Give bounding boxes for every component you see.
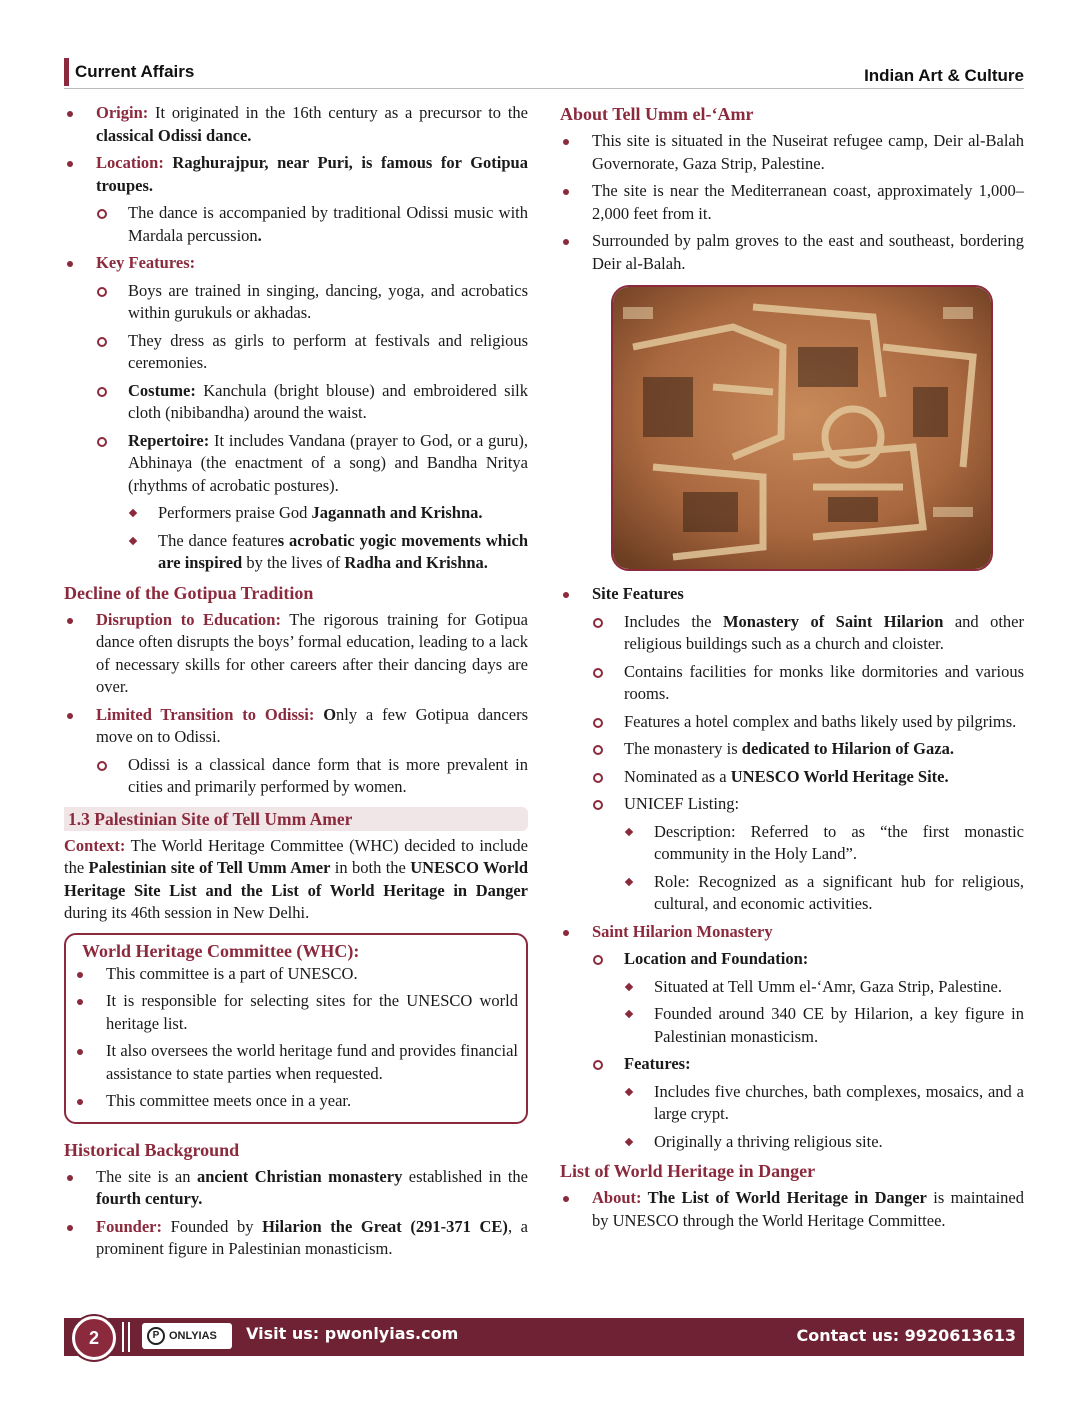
list-item: UNICEF Listing: Description: Referred to as “the first monastic community in the Holy Land”. Role: Recognized as a significant hub for religious, cultural, and economic activities. <box>592 793 1024 916</box>
decline-heading: Decline of the Gotipua Tradition <box>64 582 314 603</box>
list-item: Description: Referred to as “the first monastic community in the Holy Land”. <box>624 821 1024 866</box>
list-item: Founder: Founded by Hilarion the Great (291-371 CE), a prominent figure in Palestinian monasticism. <box>64 1216 528 1261</box>
list-item: Features: Includes five churches, bath complexes, mosaics, and a large crypt. Originally a thriving religious site. <box>592 1053 1024 1153</box>
footer-bar <box>64 1318 1024 1356</box>
danger-heading: List of World Heritage in Danger <box>560 1161 816 1181</box>
header-subject-title: Indian Art & Culture <box>864 66 1024 85</box>
list-item: This site is situated in the Nuseirat refugee camp, Deir al-Balah Governorate, Gaza Strip, Palestine. <box>560 130 1024 175</box>
about-list <box>560 130 1024 275</box>
site-features-list <box>560 583 1024 1153</box>
whc-title: World Heritage Committee (WHC): <box>82 940 360 961</box>
header-divider <box>64 88 1024 89</box>
list-item: Location: Raghurajpur, near Puri, is famous for Gotipua troupes. The dance is accompanied by traditional Odissi music with Mardala percussion. <box>64 152 528 247</box>
footer-divider <box>128 1322 130 1352</box>
list-item: About: The List of World Heritage in Danger is maintained by UNESCO through the World Heritage Committee. <box>560 1187 1024 1232</box>
gotipua-list <box>64 102 528 575</box>
list-item: Founded around 340 CE by Hilarion, a key figure in Palestinian monasticism. <box>624 1003 1024 1048</box>
list-item: Nominated as a UNESCO World Heritage Site. <box>592 766 1024 789</box>
list-item: Features a hotel complex and baths likely used by pilgrims. <box>592 711 1024 734</box>
list-item: Includes five churches, bath complexes, mosaics, and a large crypt. <box>624 1081 1024 1126</box>
footer-divider <box>122 1322 124 1352</box>
list-item: Surrounded by palm groves to the east and southeast, bordering Deir al-Balah. <box>560 230 1024 275</box>
list-item: Includes the Monastery of Saint Hilarion and other religious buildings such as a church and cloister. <box>592 611 1024 656</box>
list-item: Disruption to Education: The rigorous training for Gotipua dance often disrupts the boys’ formal education, leading to a lack of necessary skills for other careers after their dancing days are over. <box>64 609 528 699</box>
brand-logo: P ONLYIAS <box>142 1323 232 1349</box>
list-item: The dance features acrobatic yogic movements which are inspired by the lives of Radha and Krishna. <box>128 530 528 575</box>
list-item: Location and Foundation: Situated at Tell Umm el-‘Amr, Gaza Strip, Palestine. Founded around 340 CE by Hilarion, a key figure in Palestinian monasticism. <box>592 948 1024 1048</box>
about-heading: About Tell Umm el-‘Amr <box>560 104 754 124</box>
page-number: 2 <box>72 1316 116 1360</box>
header-section-title: Current Affairs <box>64 58 194 86</box>
list-item: This committee meets once in a year. <box>74 1090 518 1113</box>
list-item: Costume: Kanchula (bright blouse) and embroidered silk cloth (nibibandha) around the waist. <box>96 380 528 425</box>
list-item: Odissi is a classical dance form that is more prevalent in cities and primarily performed by women. <box>96 754 528 799</box>
list-item: Boys are trained in singing, dancing, yoga, and acrobatics within gurukuls or akhadas. <box>96 280 528 325</box>
list-item: Repertoire: It includes Vandana (prayer to God, or a guru), Abhinaya (the enactment of a song) and Bandha Nritya (rhythms of acrobatic postures). Performers praise God Jagannath and Krishna. The dance features acrobatic yogic movements which are inspired by the lives of Radha and Krishna. <box>96 430 528 575</box>
list-item: Performers praise God Jagannath and Krishna. <box>128 502 528 525</box>
list-item: Role: Recognized as a significant hub for religious, cultural, and economic activities. <box>624 871 1024 916</box>
section-title: 1.3 Palestinian Site of Tell Umm Amer <box>64 807 528 831</box>
whc-list <box>74 963 518 1113</box>
left-column <box>64 102 528 1266</box>
contact-number: Contact us: 9920613613 <box>796 1326 1016 1345</box>
right-column <box>560 102 1024 1237</box>
historical-heading: Historical Background <box>64 1139 240 1160</box>
list-item: It is responsible for selecting sites for the UNESCO world heritage list. <box>74 990 518 1035</box>
website-link[interactable]: Visit us: pwonlyias.com <box>246 1324 459 1343</box>
logo-icon: P <box>147 1327 165 1345</box>
list-item: Contains facilities for monks like dormitories and various rooms. <box>592 661 1024 706</box>
ruins-aerial-image <box>613 287 991 569</box>
danger-list <box>560 1187 1024 1232</box>
list-item: Limited Transition to Odissi: Only a few Gotipua dancers move on to Odissi. Odissi is a classical dance form that is more prevalent in cities and primarily performed by women. <box>64 704 528 799</box>
decline-list <box>64 609 528 799</box>
list-item: Site Features Includes the Monastery of Saint Hilarion and other religious buildings such as a church and cloister. Contains facilities for monks like dormitories and various rooms. Features a hotel complex and baths likely used by pilgrims. The monastery is dedicated to Hilarion of Gaza. Nominated as a UNESCO World Heritage Site. UNICEF Listing: Description: Referred to as “the first monastic community in the Holy Land”. Role: Recognized as a significant hub for religious, cultural, and economic activities. <box>560 583 1024 916</box>
list-item: The dance is accompanied by traditional Odissi music with Mardala percussion. <box>96 202 528 247</box>
list-item: It also oversees the world heritage fund and provides financial assistance to state parties when requested. <box>74 1040 518 1085</box>
list-item: Saint Hilarion Monastery Location and Foundation: Situated at Tell Umm el-‘Amr, Gaza Strip, Palestine. Founded around 340 CE by Hilarion, a key figure in Palestinian monasticism. Features: Includes five churches, bath complexes, mosaics, and a large crypt. Originally a thriving religious site. <box>560 921 1024 1154</box>
historical-list <box>64 1166 528 1261</box>
list-item: They dress as girls to perform at festivals and religious ceremonies. <box>96 330 528 375</box>
list-item: This committee is a part of UNESCO. <box>74 963 518 986</box>
list-item: Key Features: Boys are trained in singing, dancing, yoga, and acrobatics within gurukuls or akhadas. They dress as girls to perform at festivals and religious ceremonies. Costume: Kanchula (bright blouse) and embroidered silk cloth (nibibandha) around the waist. Repertoire: It includes Vandana (prayer to God, or a guru), Abhinaya (the enactment of a song) and Bandha Nritya (rhythms of acrobatic postures). Performers praise God Jagannath and Krishna. The dance features acrobatic yogic movements which are inspired by the lives of Radha and Krishna. <box>64 252 528 575</box>
list-item: The site is an ancient Christian monastery established in the fourth century. <box>64 1166 528 1211</box>
list-item: Situated at Tell Umm el-‘Amr, Gaza Strip, Palestine. <box>624 976 1024 999</box>
list-item: The site is near the Mediterranean coast, approximately 1,000–2,000 feet from it. <box>560 180 1024 225</box>
site-photo <box>611 285 993 571</box>
list-item: Origin: It originated in the 16th century as a precursor to the classical Odissi dance. <box>64 102 528 147</box>
context-paragraph: Context: The World Heritage Committee (WHC) decided to include the Palestinian site of Tell Umm Amer in both the UNESCO World Heritage Site List and the List of World Heritage in Danger during its 46th session in New Delhi. <box>64 835 528 922</box>
list-item: Originally a thriving religious site. <box>624 1131 1024 1154</box>
list-item: The monastery is dedicated to Hilarion of Gaza. <box>592 738 1024 761</box>
whc-box <box>64 933 528 1124</box>
